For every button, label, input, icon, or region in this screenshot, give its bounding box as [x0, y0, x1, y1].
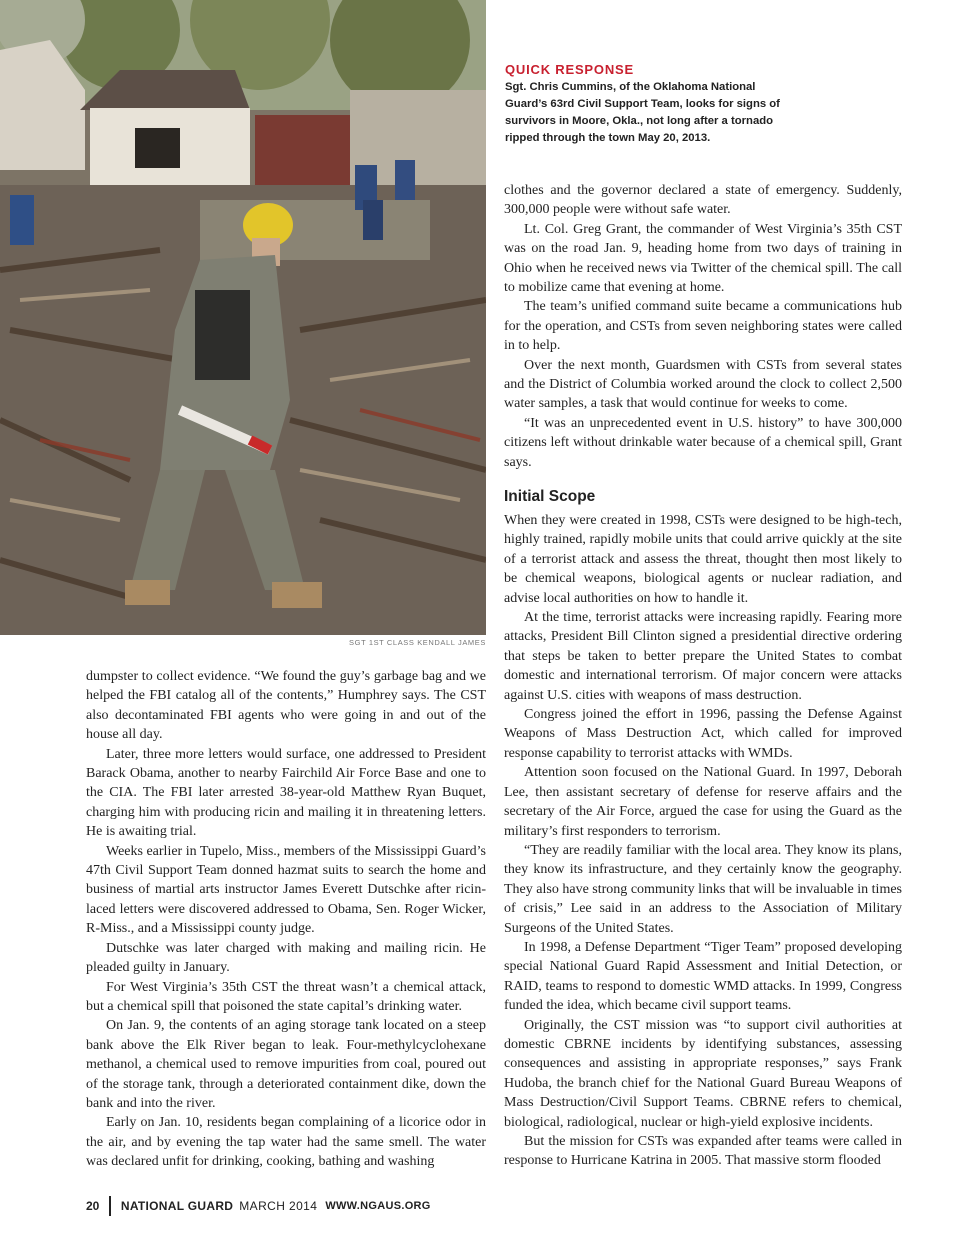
paragraph: dumpster to collect evidence. “We found the guy’s garbage bag and we helped the FBI catalog all of the contents,” Humphrey says. The CST also decontaminated FBI agents who were going in and out of the house all day. — [86, 669, 486, 743]
paragraph: “It was an unprecedented event in U.S. history” to have 300,000 citizens left without drinkable water because of a chemical spill, Grant says. — [504, 415, 902, 470]
paragraph: Lt. Col. Greg Grant, the commander of West Virginia’s 35th CST was on the road Jan. 9, heading home from two days of training in Ohio when he received news via Twitter of the chemical spill. The call to mobilize came that evening at home. — [504, 221, 902, 296]
caption-heading: QUICK RESPONSE — [505, 62, 634, 77]
paragraph: Early on Jan. 10, residents began complaining of a licorice odor in the air, and by evening the tap water had the same smell. The water was declared unfit for drinking, cooking, bathing and washing — [86, 1115, 486, 1170]
section-heading: Initial Scope — [504, 488, 596, 505]
paragraph: In 1998, a Defense Department “Tiger Team” proposed developing special National Guard Rapid Assessment and Initial Detection, or RAID, teams to respond to domestic WMD attacks. In 1999, Congress funded the idea, which became civil support teams. — [504, 939, 902, 1014]
footer-divider — [109, 1196, 111, 1216]
paragraph: For West Virginia’s 35th CST the threat wasn’t a chemical attack, but a chemical spill that poisoned the state capital’s drinking water. — [86, 979, 486, 1014]
paragraph: clothes and the governor declared a state of emergency. Suddenly, 300,000 people were without safe water. — [504, 183, 902, 218]
paragraph: Attention soon focused on the National Guard. In 1997, Deborah Lee, then assistant secretary of defense for reserve affairs and the secretary of the Air Force, argued the case for using the Guard as the military’s first responders to terrorism. — [504, 765, 902, 839]
right-column-bottom — [504, 511, 902, 1171]
paragraph: The team’s unified command suite became a communications hub for the operation, and CSTs from seven neighboring states were called in to help. — [504, 299, 902, 354]
photo-illustration — [0, 0, 486, 635]
left-column — [86, 667, 486, 1172]
tornado-debris-photo — [0, 0, 486, 635]
paragraph: At the time, terrorist attacks were increasing rapidly. Fearing more attacks, President Bill Clinton signed a presidential directive ordering that steps be taken to better prepare the United States to combat domestic and international terrorism. Of major concern were attacks against U.S. cities with weapons of mass destruction. — [504, 610, 902, 703]
issue-date: MARCH 2014 — [239, 1199, 318, 1213]
website-link[interactable]: WWW.NGAUS.ORG — [325, 1200, 431, 1212]
magazine-name: NATIONAL GUARD — [120, 1199, 234, 1213]
page-footer — [86, 1196, 431, 1216]
paragraph: Originally, the CST mission was “to support civil authorities at domestic CBRNE incidents by identifying substances, assessing consequences and assisting in appropriate responses,” says Frank Hudoba, the branch chief for the National Guard Bureau Weapons of Mass Destruction/Civil Support Teams. CBRNE refers to chemical, biological, radiological, nuclear or high-yield explosive incidents. — [504, 1017, 902, 1130]
paragraph: On Jan. 9, the contents of an aging storage tank located on a steep bank above the Elk River began to leak. Four-methylcyclohexane methanol, a chemical used to remove impurities from coal, poured out of the storage tank, through a deteriorated containment dike, down the bank and into the river. — [86, 1018, 486, 1111]
paragraph: Over the next month, Guardsmen with CSTs from several states and the District of Columbia worked around the clock to collect 2,500 water samples, a task that would continue for weeks to come. — [504, 357, 902, 412]
caption-text: Sgt. Chris Cummins, of the Oklahoma National Guard’s 63rd Civil Support Team, looks for signs of survivors in Moore, Okla., not long after a tornado ripped through the town May 20, 2013. — [505, 81, 780, 144]
paragraph: But the mission for CSTs was expanded after teams were called in response to Hurricane Katrina in 2005. That massive storm flooded — [504, 1134, 902, 1169]
photo-credit: SGT 1ST CLASS KENDALL JAMES — [349, 638, 486, 647]
page-number: 20 — [86, 1199, 100, 1213]
right-column-top — [504, 181, 902, 472]
paragraph: Dutschke was later charged with making and mailing ricin. He pleaded guilty in January. — [86, 940, 486, 976]
paragraph: Congress joined the effort in 1996, passing the Defense Against Weapons of Mass Destruction Act, which called for improved response capability to terrorist attacks with WMDs. — [504, 707, 902, 761]
paragraph: Later, three more letters would surface, one addressed to President Barack Obama, another to nearby Fairchild Air Force Base and one to the CIA. The FBI later arrested 38-year-old Matthew Ryan Buquet, charging him with producing ricin and mailing it in threatening letters. He is awaiting trial. — [86, 746, 486, 840]
paragraph: When they were created in 1998, CSTs were designed to be high-tech, highly trained, rapidly mobile units that could arrive quickly at the site of a terrorist attack and assess the threat, thought then most likely to be chemical weapons, biological agents or nuclear radiation, and advise local authorities on how to handle it. — [504, 513, 902, 606]
paragraph: “They are readily familiar with the local area. They know its plans, they know its infrastructure, and they certainly know the geography. They also have strong community links that will be invaluable in times of crisis,” Lee said in an address to the Association of Military Surgeons of the United States. — [504, 842, 902, 936]
paragraph: Weeks earlier in Tupelo, Miss., members of the Mississippi Guard’s 47th Civil Support Team donned hazmat suits to search the home and business of martial arts instructor James Everett Dutschke after ricin-laced letters were discovered addressed to Obama, Sen. Roger Wicker, R-Miss., and a Mississippi county judge. — [86, 843, 486, 937]
photo-caption — [505, 62, 795, 147]
